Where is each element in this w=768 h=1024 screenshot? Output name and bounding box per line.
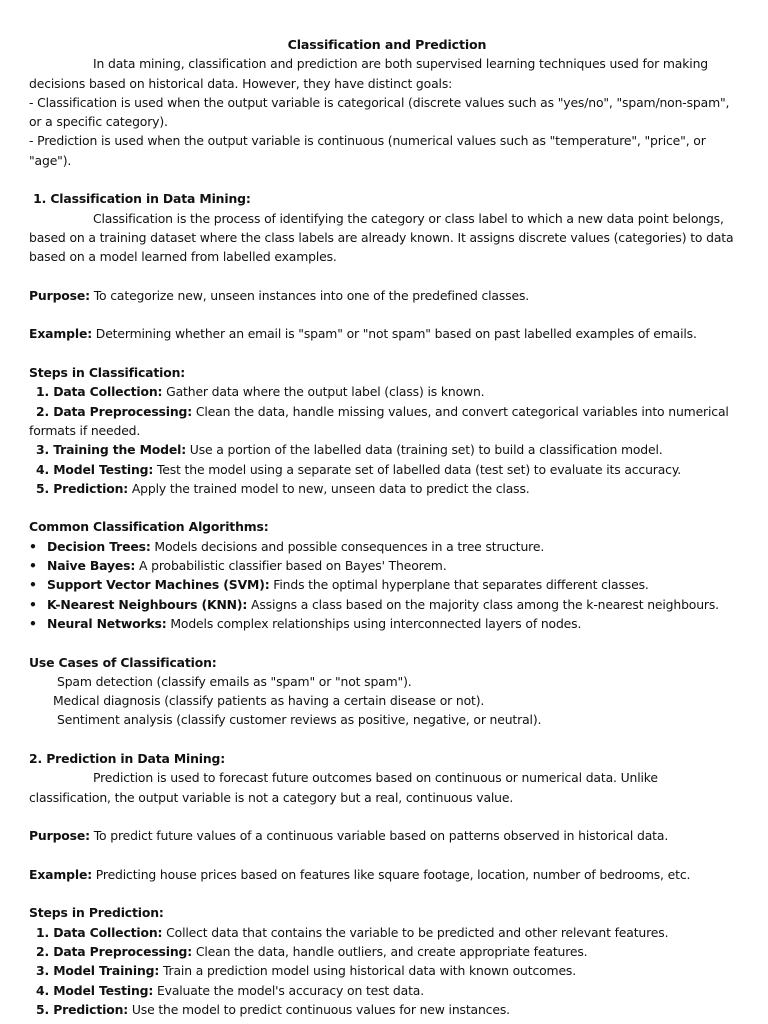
spacer [29,845,745,864]
document-page [29,35,745,1019]
document-title: Classification and Prediction [287,37,487,52]
usecases-heading: Use Cases of Classification: [29,654,217,670]
step-label: 3. Training the Model: [36,442,187,458]
spacer [29,267,745,286]
prediction-para-line-2: classification, the output variable is not a category but a real, continuous value. [29,789,514,805]
algorithm-label: Neural Networks: [47,615,167,631]
spacer [29,498,745,517]
step-label: 2. Data Preprocessing: [36,403,193,419]
intro-line-2: decisions based on historical data. However, they have distinct goals: [29,75,453,91]
purpose-text: To categorize new, unseen instances into one of the predefined classes. [89,287,530,303]
spacer [29,344,745,363]
prediction-step [29,1000,745,1019]
usecase-item: Sentiment analysis (classify customer reviews as positive, negative, or neutral). [57,712,542,728]
bullet-icon: • [29,558,37,574]
spacer [29,884,745,903]
prediction-steps-heading: Steps in Prediction: [29,905,164,921]
step-text: Evaluate the model's accuracy on test data. [153,982,425,998]
algorithm-text: Models complex relationships using interconnected layers of nodes. [166,615,582,631]
prediction-para-line-1: Prediction is used to forecast future outcomes based on continuous or numerical data. Unlike [93,770,658,786]
prediction-step [29,923,745,942]
step-label: 5. Prediction: [36,1001,129,1017]
algorithm-list-item [29,537,745,556]
step-text: Gather data where the output label (class) is known. [162,384,485,400]
prediction-step [29,961,745,980]
spacer [29,730,745,749]
classification-para-line-1: Classification is the process of identifying the category or class label to which a new data point belongs, [93,210,724,226]
algorithm-list-item [29,614,745,633]
step-text: Collect data that contains the variable to be predicted and other relevant features. [162,924,669,940]
classification-step-wrap: formats if needed. [29,422,141,438]
step-text: Use a portion of the labelled data (training set) to build a classification model. [186,442,663,458]
example-text: Predicting house prices based on features like square footage, location, number of bedrooms, etc. [92,866,691,882]
intro-line-4: or a specific category). [29,114,168,130]
example-label: Example: [29,326,93,342]
algorithms-heading: Common Classification Algorithms: [29,519,269,535]
spacer [29,807,745,826]
prediction-example [29,865,745,884]
algorithm-list-item [29,556,745,575]
prediction-step [29,942,745,961]
bullet-icon: • [29,577,37,593]
usecase-item: Medical diagnosis (classify patients as having a certain disease or not). [53,693,485,709]
step-label: 4. Model Testing: [36,461,154,477]
prediction-purpose [29,826,745,845]
algorithm-text: Finds the optimal hyperplane that separates different classes. [269,577,649,593]
classification-para-line-2: based on a training dataset where the class labels are already known. It assigns discrete values (categories) to data [29,229,734,245]
prediction-step [29,981,745,1000]
step-text: Test the model using a separate set of labelled data (test set) to evaluate its accuracy. [153,461,682,477]
step-label: 5. Prediction: [36,480,129,496]
intro-line-5: - Prediction is used when the output variable is continuous (numerical values such as "temperature", "price", or [29,133,706,149]
bullet-icon: • [29,596,37,612]
bullet-icon: • [29,615,37,631]
intro-line-6: "age"). [29,152,72,168]
step-label: 4. Model Testing: [36,982,154,998]
purpose-label: Purpose: [29,828,90,844]
step-text: Clean the data, handle missing values, and convert categorical variables into numerical [192,403,729,419]
prediction-heading: 2. Prediction in Data Mining: [29,750,226,766]
step-text: Train a prediction model using historical data with known outcomes. [159,963,577,979]
classification-step [29,460,745,479]
usecase-item: Spam detection (classify emails as "spam" or "not spam"). [57,673,412,689]
algorithm-text: A probabilistic classifier based on Bayes' Theorem. [135,558,447,574]
classification-heading: 1. Classification in Data Mining: [29,191,251,207]
algorithm-list-item [29,575,745,594]
intro-line-1: In data mining, classification and prediction are both supervised learning techniques used for making [93,56,708,72]
algorithm-label: K-Nearest Neighbours (KNN): [47,596,248,612]
classification-step [29,440,745,459]
algorithm-label: Naive Bayes: [47,558,136,574]
algorithm-list-item [29,595,745,614]
classification-purpose [29,286,745,305]
spacer [29,170,745,189]
spacer [29,633,745,652]
algorithm-text: Models decisions and possible consequences in a tree structure. [150,538,545,554]
purpose-text: To predict future values of a continuous variable based on patterns observed in historical data. [89,828,669,844]
classification-example [29,324,745,343]
classification-step [29,402,745,421]
example-label: Example: [29,866,93,882]
classification-para-line-3: based on a model learned from labelled examples. [29,249,337,265]
bullet-icon: • [29,538,37,554]
algorithm-label: Support Vector Machines (SVM): [47,577,270,593]
algorithm-label: Decision Trees: [47,538,151,554]
algorithm-text: Assigns a class based on the majority class among the k-nearest neighbours. [247,596,719,612]
classification-steps-heading: Steps in Classification: [29,365,186,381]
step-label: 2. Data Preprocessing: [36,943,193,959]
purpose-label: Purpose: [29,287,90,303]
classification-step [29,479,745,498]
intro-line-3: - Classification is used when the output variable is categorical (discrete values such as "yes/no", "spam/non-spam", [29,94,730,110]
step-label: 3. Model Training: [36,963,160,979]
classification-step [29,382,745,401]
step-text: Use the model to predict continuous values for new instances. [128,1001,510,1017]
spacer [29,305,745,324]
step-label: 1. Data Collection: [36,924,163,940]
example-text: Determining whether an email is "spam" or "not spam" based on past labelled examples of emails. [92,326,697,342]
step-text: Clean the data, handle outliers, and create appropriate features. [192,943,588,959]
step-label: 1. Data Collection: [36,384,163,400]
step-text: Apply the trained model to new, unseen data to predict the class. [128,480,530,496]
